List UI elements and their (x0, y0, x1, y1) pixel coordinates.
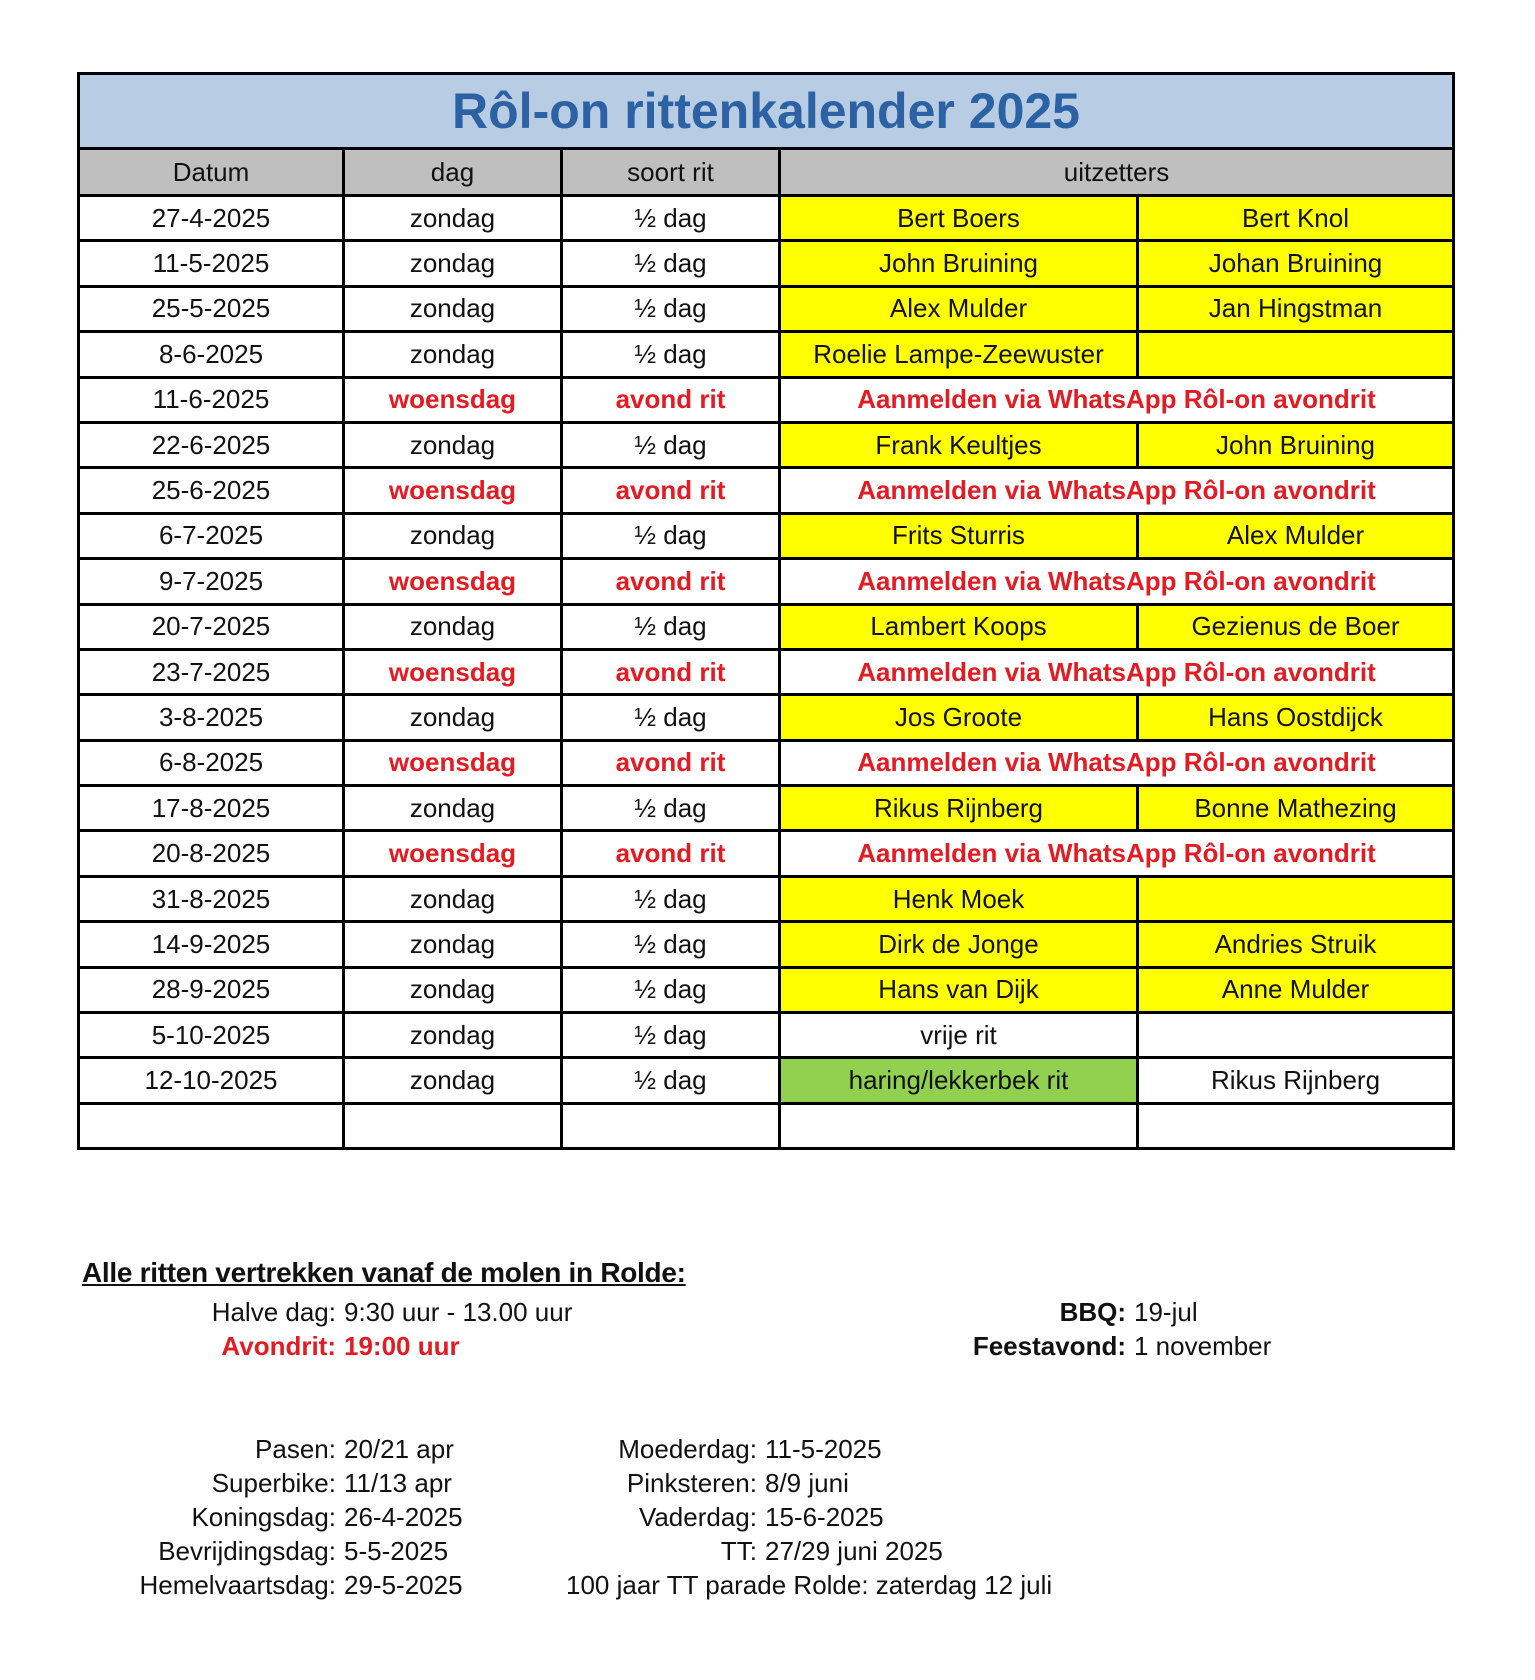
organizer-1-cell: Frank Keultjes (780, 422, 1138, 467)
organizer-2-cell: Rikus Rijnberg (1138, 1058, 1454, 1103)
half-day-time-line (120, 1295, 572, 1329)
table-row (79, 196, 1454, 241)
holiday-line (100, 1534, 463, 1568)
day-cell: zondag (344, 286, 562, 331)
bbq-line (900, 1295, 1271, 1329)
ride-type-cell: ½ dag (562, 286, 780, 331)
organizer-2-cell: Alex Mulder (1138, 513, 1454, 558)
holiday-label: TT: (720, 1536, 757, 1566)
ride-times (120, 1295, 572, 1363)
organizer-1-cell: Hans van Dijk (780, 967, 1138, 1012)
organizer-2-cell: Hans Oostdijck (1138, 695, 1454, 740)
ride-type-cell: ½ dag (562, 332, 780, 377)
day-cell: woensdag (344, 559, 562, 604)
ride-type-cell: ½ dag (562, 967, 780, 1012)
holiday-label: Superbike: (211, 1468, 336, 1498)
table-row (79, 786, 1454, 831)
organizer-1-cell: Jos Groote (780, 695, 1138, 740)
organizer-1-cell: John Bruining (780, 241, 1138, 286)
date-cell: 28-9-2025 (79, 967, 344, 1012)
holiday-line (100, 1466, 463, 1500)
ride-type-cell: ½ dag (562, 876, 780, 921)
ride-type-cell: avond rit (562, 740, 780, 785)
holiday-label: Pasen: (255, 1434, 336, 1464)
bbq-value: 19-jul (1134, 1297, 1198, 1327)
organizer-1-cell: Roelie Lampe-Zeewuster (780, 332, 1138, 377)
date-cell: 25-5-2025 (79, 286, 344, 331)
organizer-2-cell: Anne Mulder (1138, 967, 1454, 1012)
ride-type-cell: ½ dag (562, 196, 780, 241)
table-row (79, 967, 1454, 1012)
day-cell: zondag (344, 786, 562, 831)
evening-value: 19:00 uur (344, 1331, 460, 1361)
holiday-line (540, 1500, 943, 1534)
holiday-line (100, 1568, 463, 1602)
ride-type-cell: ½ dag (562, 922, 780, 967)
organizer-1-cell: Rikus Rijnberg (780, 786, 1138, 831)
organizer-2-cell (1138, 332, 1454, 377)
holiday-label: Bevrijdingsdag: (158, 1536, 336, 1566)
column-header-uitzetters: uitzetters (780, 149, 1454, 196)
tt-parade: 100 jaar TT parade Rolde: zaterdag 12 juli (566, 1570, 1053, 1600)
day-cell: woensdag (344, 468, 562, 513)
organizer-2-cell (1138, 1013, 1454, 1058)
date-cell: 9-7-2025 (79, 559, 344, 604)
header-row (79, 149, 1454, 196)
organizer-2-cell (1138, 1103, 1454, 1148)
holiday-line (540, 1432, 943, 1466)
half-day-label: Halve dag: (211, 1297, 336, 1327)
date-cell: 11-6-2025 (79, 377, 344, 422)
day-cell: zondag (344, 513, 562, 558)
date-cell: 11-5-2025 (79, 241, 344, 286)
table-row (79, 1058, 1454, 1103)
table-row (79, 604, 1454, 649)
organizer-2-cell: John Bruining (1138, 422, 1454, 467)
date-cell: 6-8-2025 (79, 740, 344, 785)
date-cell: 20-8-2025 (79, 831, 344, 876)
date-cell: 14-9-2025 (79, 922, 344, 967)
day-cell: zondag (344, 695, 562, 740)
day-cell: woensdag (344, 377, 562, 422)
ride-type-cell: ½ dag (562, 1058, 780, 1103)
ride-calendar-table (77, 72, 1455, 1150)
holiday-label: Vaderdag: (638, 1502, 757, 1532)
ride-type-cell: ½ dag (562, 695, 780, 740)
holidays-left (100, 1432, 463, 1602)
organizer-2-cell: Bonne Mathezing (1138, 786, 1454, 831)
column-header-dag: dag (344, 149, 562, 196)
table-row (79, 559, 1454, 604)
organizer-1-cell: vrije rit (780, 1013, 1138, 1058)
page-title: Rôl-on rittenkalender 2025 (79, 74, 1454, 149)
table-row (79, 831, 1454, 876)
holiday-value: 29-5-2025 (344, 1570, 463, 1600)
ride-type-cell: ½ dag (562, 1013, 780, 1058)
day-cell: zondag (344, 241, 562, 286)
half-day-value: 9:30 uur - 13.00 uur (344, 1297, 573, 1327)
holiday-line (100, 1500, 463, 1534)
table-row (79, 1103, 1454, 1148)
day-cell: zondag (344, 604, 562, 649)
organizer-2-cell (1138, 876, 1454, 921)
organizer-2-cell: Andries Struik (1138, 922, 1454, 967)
events (900, 1295, 1271, 1363)
ride-type-cell: avond rit (562, 377, 780, 422)
date-cell: 25-6-2025 (79, 468, 344, 513)
signup-note-cell: Aanmelden via WhatsApp Rôl-on avondrit (780, 468, 1454, 513)
holiday-value: 11/13 apr (344, 1468, 452, 1498)
holiday-line (100, 1432, 463, 1466)
holiday-label: Koningsdag: (191, 1502, 336, 1532)
holiday-value: 8/9 juni (765, 1468, 849, 1498)
ride-type-cell: avond rit (562, 559, 780, 604)
table-row (79, 332, 1454, 377)
evening-label: Avondrit: (221, 1331, 336, 1361)
holidays-right (540, 1432, 943, 1568)
title-row (79, 74, 1454, 149)
day-cell: woensdag (344, 649, 562, 694)
date-cell (79, 1103, 344, 1148)
date-cell: 23-7-2025 (79, 649, 344, 694)
feestavond-label: Feestavond: (972, 1331, 1126, 1361)
ride-type-cell: ½ dag (562, 604, 780, 649)
organizer-1-cell: haring/lekkerbek rit (780, 1058, 1138, 1103)
date-cell: 6-7-2025 (79, 513, 344, 558)
day-cell (344, 1103, 562, 1148)
day-cell: zondag (344, 876, 562, 921)
date-cell: 31-8-2025 (79, 876, 344, 921)
table-row (79, 876, 1454, 921)
ride-type-cell: avond rit (562, 831, 780, 876)
table-row (79, 695, 1454, 740)
holiday-value: 26-4-2025 (344, 1502, 463, 1532)
ride-type-cell: ½ dag (562, 786, 780, 831)
date-cell: 3-8-2025 (79, 695, 344, 740)
table-row (79, 1013, 1454, 1058)
holiday-value: 27/29 juni 2025 (765, 1536, 943, 1566)
table-row (79, 422, 1454, 467)
ride-type-cell: avond rit (562, 468, 780, 513)
organizer-2-cell: Gezienus de Boer (1138, 604, 1454, 649)
holiday-line (540, 1534, 943, 1568)
evening-time-line (120, 1329, 572, 1363)
day-cell: zondag (344, 422, 562, 467)
date-cell: 22-6-2025 (79, 422, 344, 467)
organizer-2-cell: Bert Knol (1138, 196, 1454, 241)
holiday-line (540, 1466, 943, 1500)
date-cell: 17-8-2025 (79, 786, 344, 831)
organizer-1-cell: Frits Sturris (780, 513, 1138, 558)
holiday-label: Hemelvaartsdag: (139, 1570, 336, 1600)
date-cell: 27-4-2025 (79, 196, 344, 241)
day-cell: zondag (344, 332, 562, 377)
organizer-1-cell: Alex Mulder (780, 286, 1138, 331)
ride-type-cell: avond rit (562, 649, 780, 694)
feestavond-value: 1 november (1134, 1331, 1272, 1361)
day-cell: zondag (344, 196, 562, 241)
departure-heading: Alle ritten vertrekken vanaf de molen in Rolde: (82, 1257, 686, 1288)
organizer-1-cell: Henk Moek (780, 876, 1138, 921)
column-header-datum: Datum (79, 149, 344, 196)
bbq-label: BBQ: (1059, 1297, 1126, 1327)
day-cell: woensdag (344, 740, 562, 785)
signup-note-cell: Aanmelden via WhatsApp Rôl-on avondrit (780, 377, 1454, 422)
table-row (79, 740, 1454, 785)
table-row (79, 513, 1454, 558)
organizer-1-cell (780, 1103, 1138, 1148)
holiday-label: Pinksteren: (626, 1468, 757, 1498)
organizer-2-cell: Johan Bruining (1138, 241, 1454, 286)
ride-type-cell: ½ dag (562, 241, 780, 286)
organizer-1-cell: Dirk de Jonge (780, 922, 1138, 967)
day-cell: woensdag (344, 831, 562, 876)
table-row (79, 286, 1454, 331)
organizer-2-cell: Jan Hingstman (1138, 286, 1454, 331)
holiday-value: 5-5-2025 (344, 1536, 449, 1566)
table-row (79, 649, 1454, 694)
date-cell: 12-10-2025 (79, 1058, 344, 1103)
holiday-label: Moederdag: (618, 1434, 757, 1464)
column-header-soort-rit: soort rit (562, 149, 780, 196)
ride-type-cell: ½ dag (562, 422, 780, 467)
table-row (79, 922, 1454, 967)
signup-note-cell: Aanmelden via WhatsApp Rôl-on avondrit (780, 649, 1454, 694)
table-row (79, 468, 1454, 513)
holiday-value: 15-6-2025 (765, 1502, 884, 1532)
signup-note-cell: Aanmelden via WhatsApp Rôl-on avondrit (780, 740, 1454, 785)
holiday-value: 20/21 apr (344, 1434, 454, 1464)
signup-note-cell: Aanmelden via WhatsApp Rôl-on avondrit (780, 559, 1454, 604)
feestavond-line (900, 1329, 1271, 1363)
table-row (79, 377, 1454, 422)
date-cell: 20-7-2025 (79, 604, 344, 649)
organizer-1-cell: Bert Boers (780, 196, 1138, 241)
table-row (79, 241, 1454, 286)
day-cell: zondag (344, 1013, 562, 1058)
day-cell: zondag (344, 967, 562, 1012)
holiday-value: 11-5-2025 (765, 1434, 882, 1464)
signup-note-cell: Aanmelden via WhatsApp Rôl-on avondrit (780, 831, 1454, 876)
day-cell: zondag (344, 1058, 562, 1103)
date-cell: 8-6-2025 (79, 332, 344, 377)
ride-type-cell (562, 1103, 780, 1148)
date-cell: 5-10-2025 (79, 1013, 344, 1058)
day-cell: zondag (344, 922, 562, 967)
organizer-1-cell: Lambert Koops (780, 604, 1138, 649)
ride-type-cell: ½ dag (562, 513, 780, 558)
